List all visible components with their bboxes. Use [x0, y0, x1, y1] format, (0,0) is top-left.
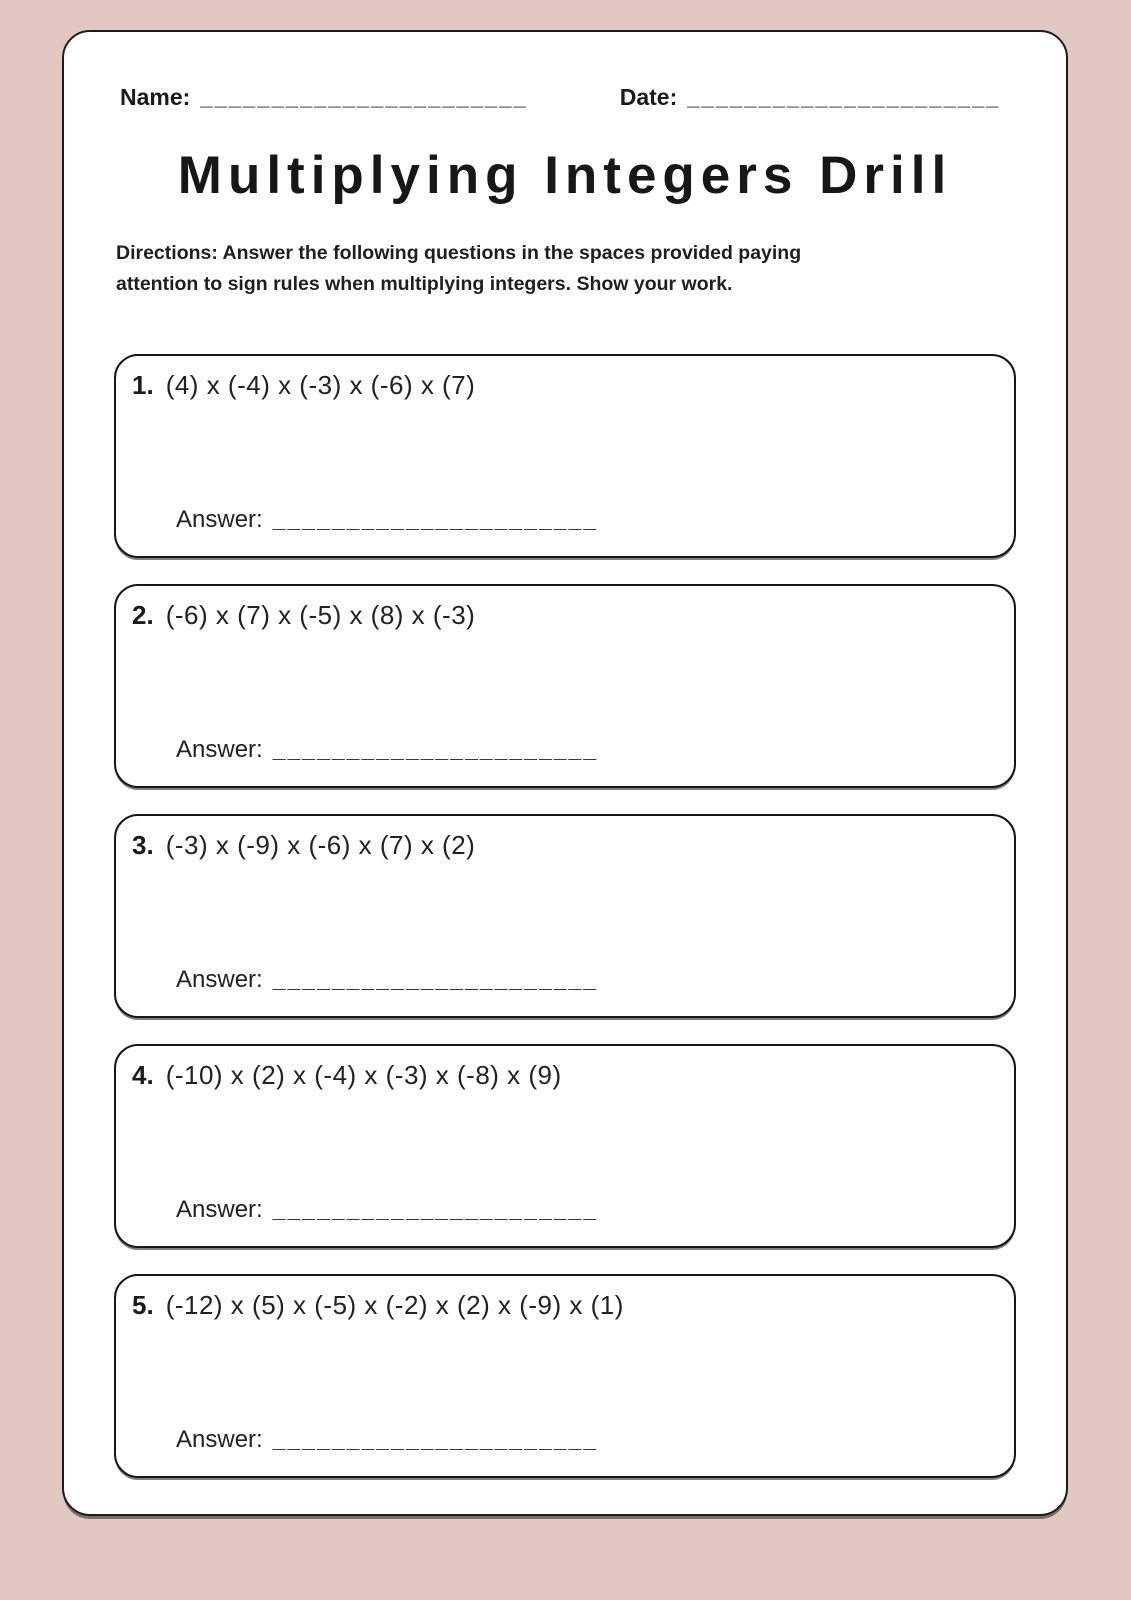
answer-row: [176, 1426, 996, 1454]
question-expression: (-6) x (7) x (-5) x (8) x (-3): [165, 599, 476, 630]
answer-label: Answer:: [176, 505, 263, 533]
worksheet-page: [62, 30, 1068, 1516]
directions-line-2: attention to sign rules when multiplying integers. Show your work.: [116, 272, 733, 295]
date-line: ______________________: [687, 85, 1001, 110]
question-number: 5.: [132, 1289, 154, 1320]
date-field: [620, 84, 1001, 111]
question-number: 1.: [132, 369, 154, 400]
question-box-4: [114, 1044, 1016, 1248]
answer-row: [176, 966, 996, 994]
answer-line: ______________________: [272, 1195, 599, 1222]
answer-row: [176, 506, 996, 534]
name-line: _______________________: [200, 85, 528, 110]
header-row: [114, 84, 1016, 111]
answer-label: Answer:: [176, 1195, 263, 1223]
directions-text: [114, 238, 1016, 300]
answer-line: ______________________: [272, 965, 599, 992]
question-line: [132, 1060, 996, 1091]
question-expression: (4) x (-4) x (-3) x (-6) x (7): [165, 369, 476, 400]
name-field: [120, 84, 528, 111]
question-box-3: [114, 814, 1016, 1018]
question-expression: (-3) x (-9) x (-6) x (7) x (2): [165, 829, 476, 860]
answer-row: [176, 1196, 996, 1224]
question-box-1: [114, 354, 1016, 558]
name-label: Name:: [120, 84, 191, 110]
answer-line: ______________________: [272, 505, 599, 532]
answer-line: ______________________: [272, 1425, 599, 1452]
question-number: 4.: [132, 1059, 154, 1090]
question-line: [132, 1290, 996, 1321]
answer-label: Answer:: [176, 965, 263, 993]
question-box-5: [114, 1274, 1016, 1478]
question-box-2: [114, 584, 1016, 788]
question-list: [114, 354, 1016, 1478]
question-line: [132, 830, 996, 861]
question-line: [132, 600, 996, 631]
answer-label: Answer:: [176, 1425, 263, 1453]
date-label: Date:: [619, 84, 678, 110]
answer-line: ______________________: [272, 735, 599, 762]
page-title: Multiplying Integers Drill: [177, 146, 953, 205]
question-expression: (-12) x (5) x (-5) x (-2) x (2) x (-9) x (1): [165, 1289, 624, 1320]
question-number: 2.: [132, 599, 154, 630]
question-number: 3.: [132, 829, 154, 860]
question-line: [132, 370, 996, 401]
directions-line-1: Directions: Answer the following questions in the spaces provided paying: [116, 242, 802, 264]
answer-row: [176, 736, 996, 764]
question-expression: (-10) x (2) x (-4) x (-3) x (-8) x (9): [165, 1059, 562, 1090]
answer-label: Answer:: [176, 735, 263, 763]
